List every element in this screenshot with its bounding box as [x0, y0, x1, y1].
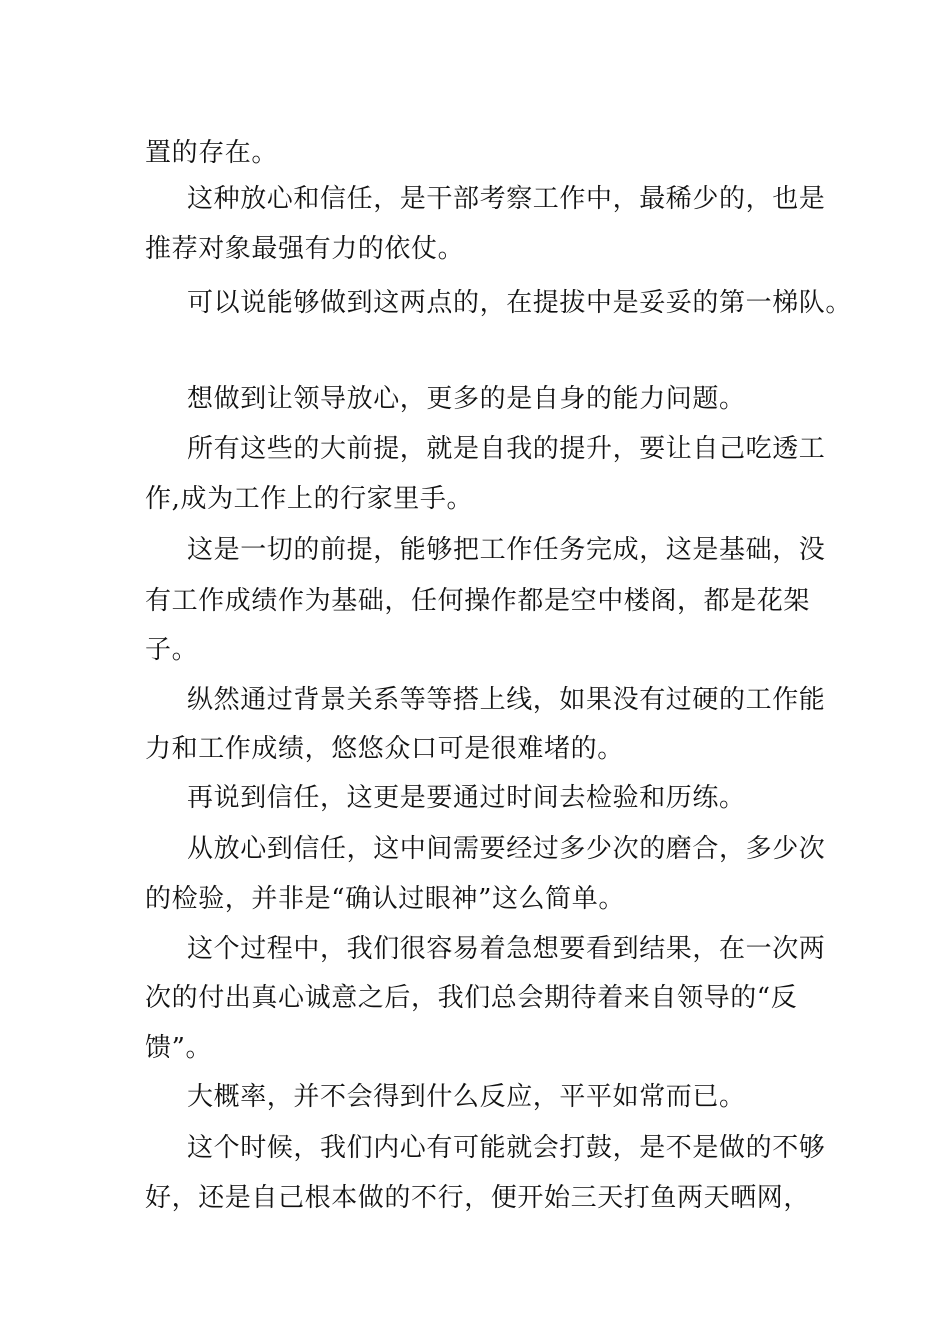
- text-line: 的检验，并非是“确认过眼神”这么简单。: [145, 884, 625, 914]
- text-line: 作,成为工作上的行家里手。: [145, 484, 474, 514]
- text-line: 这个时候，我们内心有可能就会打鼓，是不是做的不够: [187, 1133, 826, 1163]
- text-line: 所有这些的大前提，就是自我的提升，要让自己吃透工: [187, 434, 826, 464]
- text-line: 这是一切的前提，能够把工作任务完成，这是基础，没: [187, 535, 826, 565]
- text-line: 从放心到信任，这中间需要经过多少次的磨合，多少次: [187, 834, 826, 864]
- text-line: 馈”。: [145, 1033, 213, 1063]
- text-line: 纵然通过背景关系等等搭上线，如果没有过硬的工作能: [187, 685, 826, 715]
- text-line: 这种放心和信任，是干部考察工作中，最稀少的，也是: [187, 184, 826, 214]
- text-line: 次的付出真心诚意之后，我们总会期待着来自领导的“反: [145, 983, 798, 1013]
- text-line: 大概率，并不会得到什么反应，平平如常而已。: [187, 1082, 746, 1112]
- text-line: 这个过程中，我们很容易着急想要看到结果，在一次两: [187, 934, 826, 964]
- text-line: 再说到信任，这更是要通过时间去检验和历练。: [187, 783, 746, 813]
- text-line: 想做到让领导放心，更多的是自身的能力问题。: [187, 384, 746, 414]
- text-line: 有工作成绩作为基础，任何操作都是空中楼阁，都是花架: [145, 586, 811, 616]
- text-line: 力和工作成绩，悠悠众口可是很难堵的。: [145, 734, 624, 764]
- text-line: 好，还是自己根本做的不行，便开始三天打鱼两天晒网，: [145, 1183, 811, 1213]
- text-line: 子。: [145, 635, 199, 665]
- text-line: 可以说能够做到这两点的，在提拔中是妥妥的第一梯队。: [187, 288, 853, 318]
- text-line: 置的存在。: [145, 138, 279, 168]
- text-line: 推荐对象最强有力的依仗。: [145, 234, 465, 264]
